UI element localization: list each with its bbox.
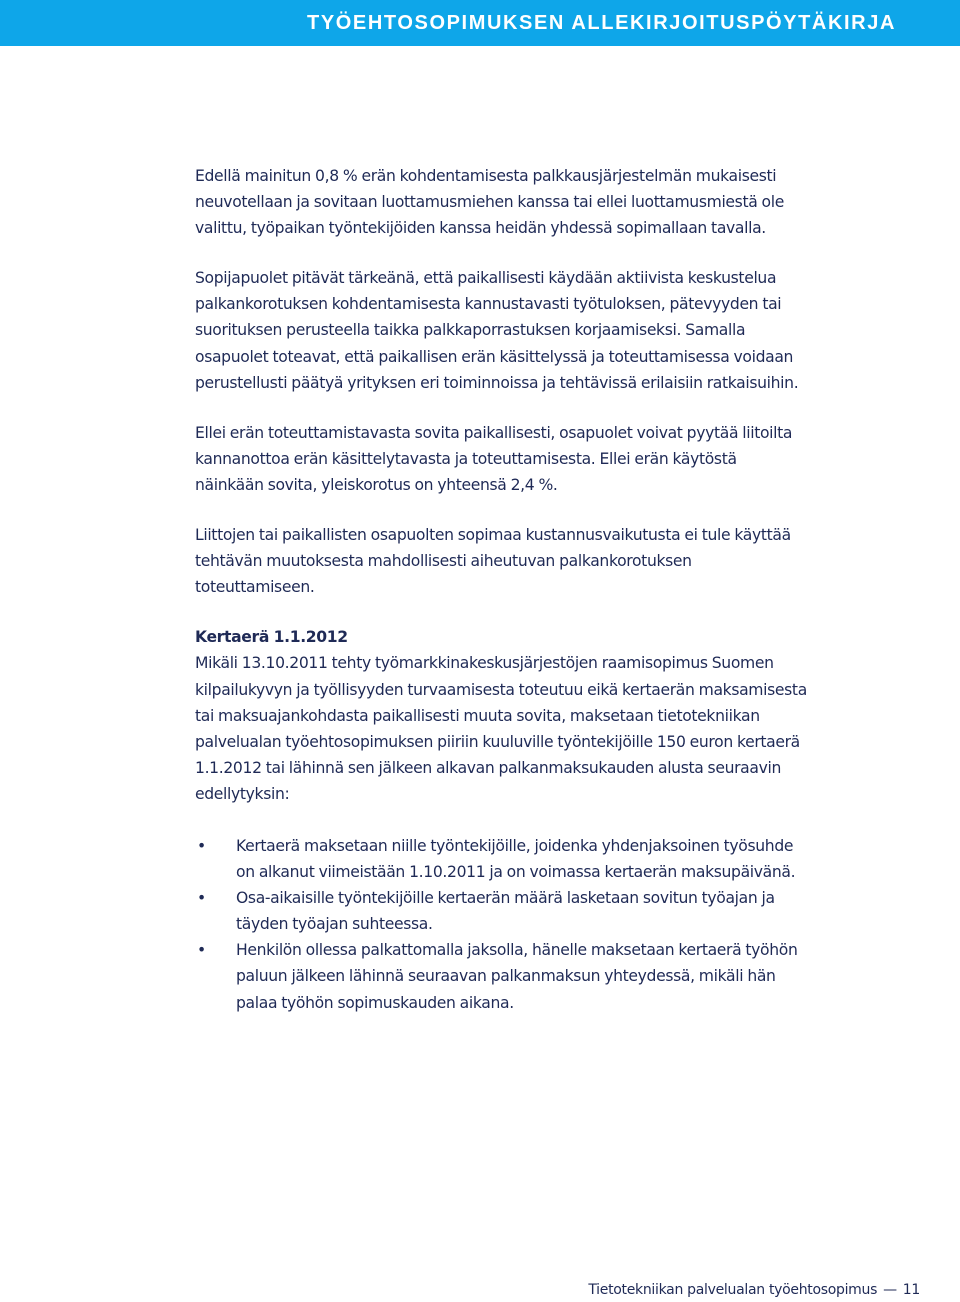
paragraph-3: Ellei erän toteuttamistavasta sovita paikallisesti, osapuolet voivat pyytää liitoilta kannanottoa erän käsittelytavasta ja toteuttamisesta. Ellei erän käytöstä näinkään sovita, yleiskorotus on yhteensä 2,4 %.: [195, 423, 793, 494]
list-item-text: Osa-aikaisille työntekijöille kertaerän määrä lasketaan sovitun työajan ja täyden työajan suhteessa.: [236, 889, 775, 934]
list-item-text: Henkilön ollessa palkattomalla jaksolla, hänelle maksetaan kertaerä työhön paluun jälkeen lähinnä seuraavan palkanmaksun yhteydessä, mikäli hän palaa työhön sopimuskauden aikana.: [236, 941, 798, 1012]
list-item: [195, 937, 807, 1015]
section-text-kertaera: Mikäli 13.10.2011 tehty työmarkkinakeskusjärjestöjen raamisopimus Suomen kilpailukyvyn ja työllisyyden turvaamisesta toteutuu eikä kertaerän maksamisesta tai maksuajankohdasta paikallisesti muuta sovita, maksetaan tietotekniikan palvelualan työehtosopimuksen piiriin kuuluville työntekijöille 150 euron kertaerä 1.1.2012 tai lähinnä sen jälkeen alkavan palkanmaksukauden alusta seuraavin edellytyksin:: [195, 654, 807, 803]
header-bar: [0, 0, 960, 46]
list-item-text: Kertaerä maksetaan niille työntekijöille, joidenka yhdenjaksoinen työsuhde on alkanut viimeistään 1.10.2011 ja on voimassa kertaerän maksupäivänä.: [236, 836, 796, 882]
page-number: 11: [902, 1282, 920, 1298]
footer-title: Tietotekniikan palvelualan työehtosopimus: [588, 1282, 878, 1298]
paragraph-2: Sopijapuolet pitävät tärkeänä, että paikallisesti käydään aktiivista keskustelua palkankorotuksen kohdentamisesta kannustavasti työtuloksen, pätevyyden tai suorituksen perusteella taikka palkkaporrastuksen korjaamiseksi. Samalla osapuolet toteavat, että paikallisen erän käsittelyssä ja toteuttamisessa voidaan perustellusti päätyä yrityksen eri toiminnoissa ja tehtävissä erilaisiin ratkaisuihin.: [195, 269, 799, 392]
paragraph-1: Edellä mainitun 0,8 % erän kohdentamisesta palkkausjärjestelmän mukaisesti neuvotellaan ja sovitaan luottamusmiehen kanssa tai ellei luottamusmiestä ole valittu, työpaikan työntekijöiden kanssa heidän yhdessä sopimallaan tavalla.: [195, 167, 784, 238]
paragraph-4: Liittojen tai paikallisten osapuolten sopimaa kustannusvaikutusta ei tule käyttää tehtävän muutoksesta mahdollisesti aiheutuvan palkankorotuksen toteuttamiseen.: [195, 526, 791, 597]
list-item: [195, 833, 807, 885]
list-item: [195, 885, 807, 937]
document-body: [195, 163, 807, 1016]
bullet-list: [195, 833, 807, 1016]
footer-separator: —: [883, 1282, 897, 1298]
bullet-icon: •: [197, 889, 206, 908]
page-footer: [588, 1280, 920, 1300]
bullet-icon: •: [197, 836, 206, 855]
section-heading-kertaera: Kertaerä 1.1.2012: [195, 628, 348, 647]
bullet-icon: •: [197, 941, 206, 960]
header-title: TYÖEHTOSOPIMUKSEN ALLEKIRJOITUSPÖYTÄKIRJA: [307, 12, 896, 34]
